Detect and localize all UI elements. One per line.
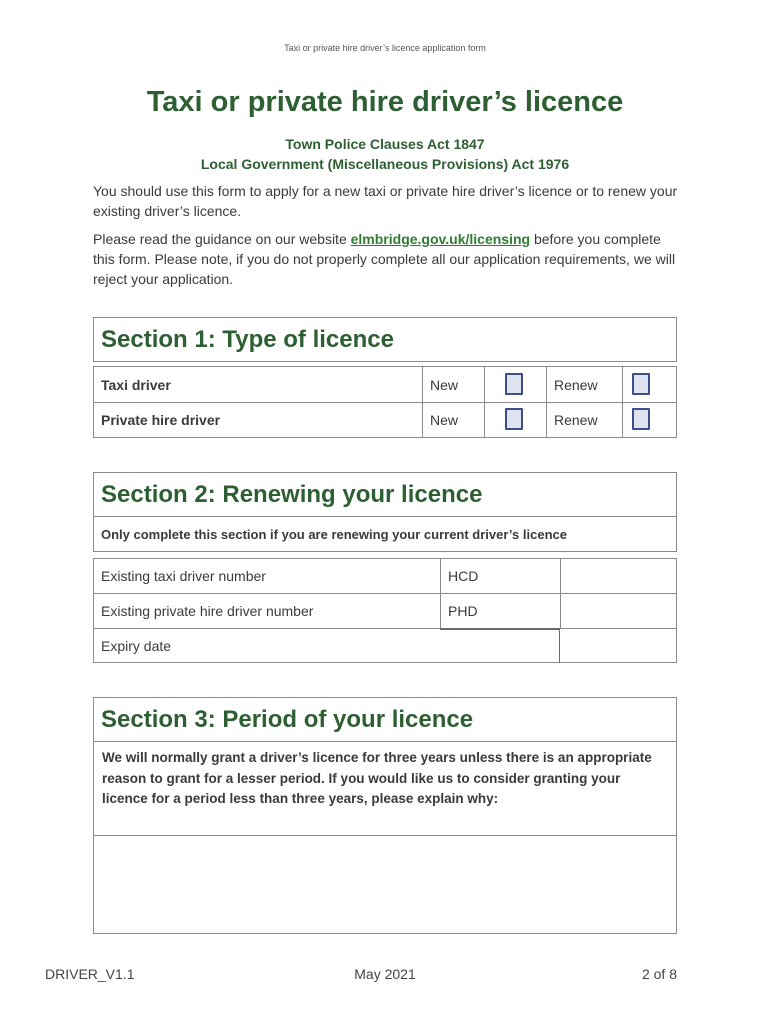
licence-type-label: Taxi driver [93, 366, 423, 403]
form-date: May 2021 [354, 966, 416, 982]
intro-text-before: Please read the guidance on our website [93, 231, 351, 247]
new-label: New [422, 402, 485, 438]
expiry-blank-cell [560, 628, 677, 663]
act-1: Town Police Clauses Act 1847 [285, 136, 485, 152]
section1-table [93, 366, 677, 438]
section1-heading: Section 1: Type of licence [101, 325, 394, 353]
checkbox-cell [484, 402, 547, 438]
expiry-date-label: Expiry date [93, 628, 441, 663]
taxi-renew-checkbox[interactable] [632, 373, 650, 395]
licence-type-label: Private hire driver [93, 402, 423, 438]
renew-label: Renew [546, 402, 623, 438]
taxi-number-label: Existing taxi driver number [93, 558, 441, 594]
private-hire-number-input[interactable] [560, 593, 677, 629]
section3-instructions: We will normally grant a driver’s licence for three years unless there is an appropriate reason to grant for a lesser period. If you would like us to consider granting your licence for a period less than three years, please explain why: [93, 741, 677, 836]
private-hire-number-label: Existing private hire driver number [93, 593, 441, 629]
expiry-date-input[interactable] [440, 628, 561, 663]
private-hire-new-checkbox[interactable] [505, 408, 523, 430]
page-number: 2 of 8 [641, 966, 677, 982]
intro-text-after: before you complete this form. Please note, if you do not properly complete all our application requirements, we will reject your application. [93, 231, 676, 287]
taxi-number-prefix: HCD [440, 558, 561, 594]
section2-note: Only complete this section if you are renewing your current driver’s licence [93, 516, 677, 552]
page-title: Taxi or private hire driver’s licence [146, 86, 624, 118]
form-code: DRIVER_V1.1 [45, 966, 135, 982]
section2-header [93, 472, 677, 517]
intro-paragraph-2 [93, 229, 683, 289]
section3-header [93, 697, 677, 742]
private-hire-renew-checkbox[interactable] [632, 408, 650, 430]
period-explanation-input[interactable] [93, 835, 677, 934]
checkbox-cell [622, 366, 677, 403]
new-label: New [422, 366, 485, 403]
checkbox-cell [622, 402, 677, 438]
section2-table [93, 558, 677, 663]
checkbox-cell [484, 366, 547, 403]
licensing-link[interactable]: elmbridge.gov.uk/licensing [350, 231, 531, 247]
intro-paragraph-1: You should use this form to apply for a new taxi or private hire driver’s licence or to renew your existing driver’s licence. [93, 183, 678, 219]
private-hire-number-prefix: PHD [440, 593, 561, 629]
renew-label: Renew [546, 366, 623, 403]
section1-header [93, 317, 677, 362]
running-header: Taxi or private hire driver’s licence application form [284, 43, 486, 53]
act-2: Local Government (Miscellaneous Provisions) Act 1976 [200, 156, 570, 172]
taxi-number-input[interactable] [560, 558, 677, 594]
taxi-new-checkbox[interactable] [505, 373, 523, 395]
section2-heading: Section 2: Renewing your licence [101, 480, 483, 508]
section3-heading: Section 3: Period of your licence [101, 705, 474, 733]
